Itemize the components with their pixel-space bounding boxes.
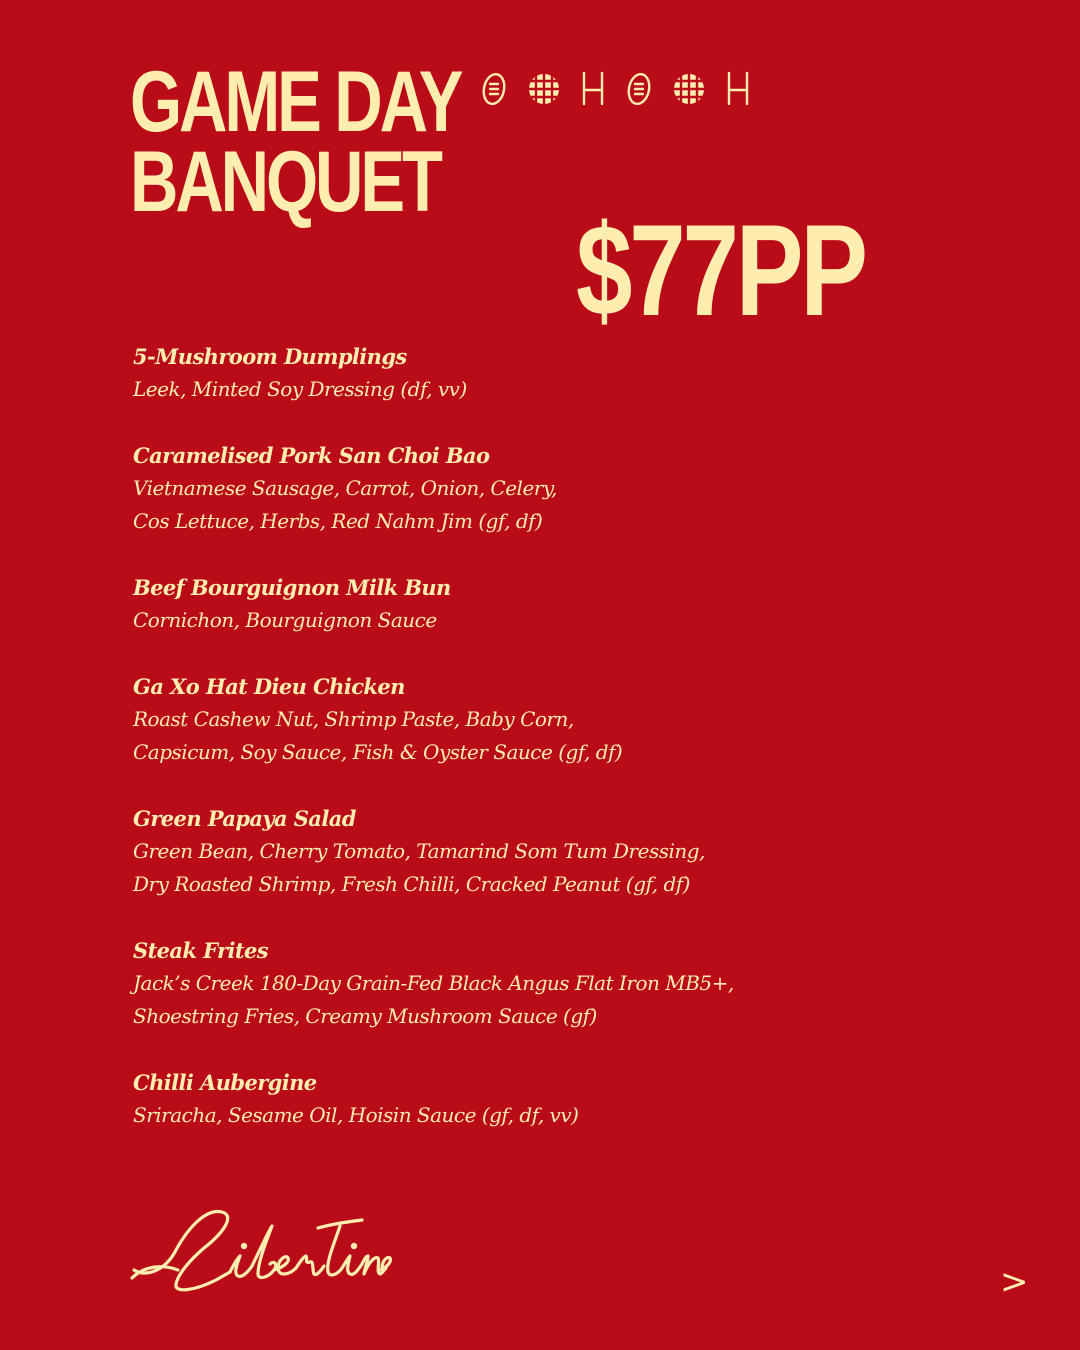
menu-list — [133, 340, 893, 1165]
dish-description: Vietnamese Sausage, Carrot, Onion, Celery, Cos Lettuce, Herbs, Red Nahm Jim (gf, df) — [133, 476, 557, 533]
dish-description: Sriracha, Sesame Oil, Hoisin Sauce (gf, df, vv) — [133, 1103, 579, 1127]
waffle-ball-icon — [529, 74, 559, 104]
menu-item — [133, 340, 893, 406]
next-slide-button[interactable]: > — [1000, 1262, 1029, 1302]
menu-item — [133, 934, 893, 1033]
menu-item — [133, 802, 893, 901]
dish-name: Ga Xo Hat Dieu Chicken — [133, 674, 405, 699]
dish-description: Green Bean, Cherry Tomato, Tamarind Som Tum Dressing, Dry Roasted Shrimp, Fresh Chilli, Cracked Peanut (gf, df) — [133, 839, 705, 896]
menu-item — [133, 1066, 893, 1132]
dish-description: Cornichon, Bourguignon Sauce — [133, 608, 437, 632]
title-line-1: GAME DAY — [130, 54, 461, 150]
price-per-person: $77PP — [576, 197, 865, 343]
dish-name: Beef Bourguignon Milk Bun — [133, 575, 451, 600]
menu-item — [133, 439, 893, 538]
dish-name: 5-Mushroom Dumplings — [133, 344, 407, 369]
dish-name: Steak Frites — [133, 938, 268, 963]
libertine-logo — [126, 1200, 396, 1300]
dish-description: Leek, Minted Soy Dressing (df, vv) — [133, 377, 467, 401]
goal-post-icon — [729, 73, 747, 104]
waffle-ball-icon — [674, 74, 704, 104]
dish-name: Green Papaya Salad — [133, 806, 356, 831]
goal-post-icon — [584, 73, 602, 104]
dish-description: Jack’s Creek 180-Day Grain-Fed Black Angus Flat Iron MB5+, Shoestring Fries, Creamy Mushroom Sauce (gf) — [133, 971, 734, 1028]
menu-item — [133, 670, 893, 769]
decorative-icon-row — [478, 68, 758, 110]
football-icon — [626, 72, 652, 106]
dish-name: Caramelised Pork San Choi Bao — [133, 443, 490, 468]
menu-item — [133, 571, 893, 637]
dish-name: Chilli Aubergine — [133, 1070, 317, 1095]
page-title — [130, 54, 461, 230]
football-icon — [481, 72, 507, 106]
title-line-2: BANQUET — [130, 134, 440, 230]
dish-description: Roast Cashew Nut, Shrimp Paste, Baby Corn, Capsicum, Soy Sauce, Fish & Oyster Sauce (gf, df) — [133, 707, 623, 764]
